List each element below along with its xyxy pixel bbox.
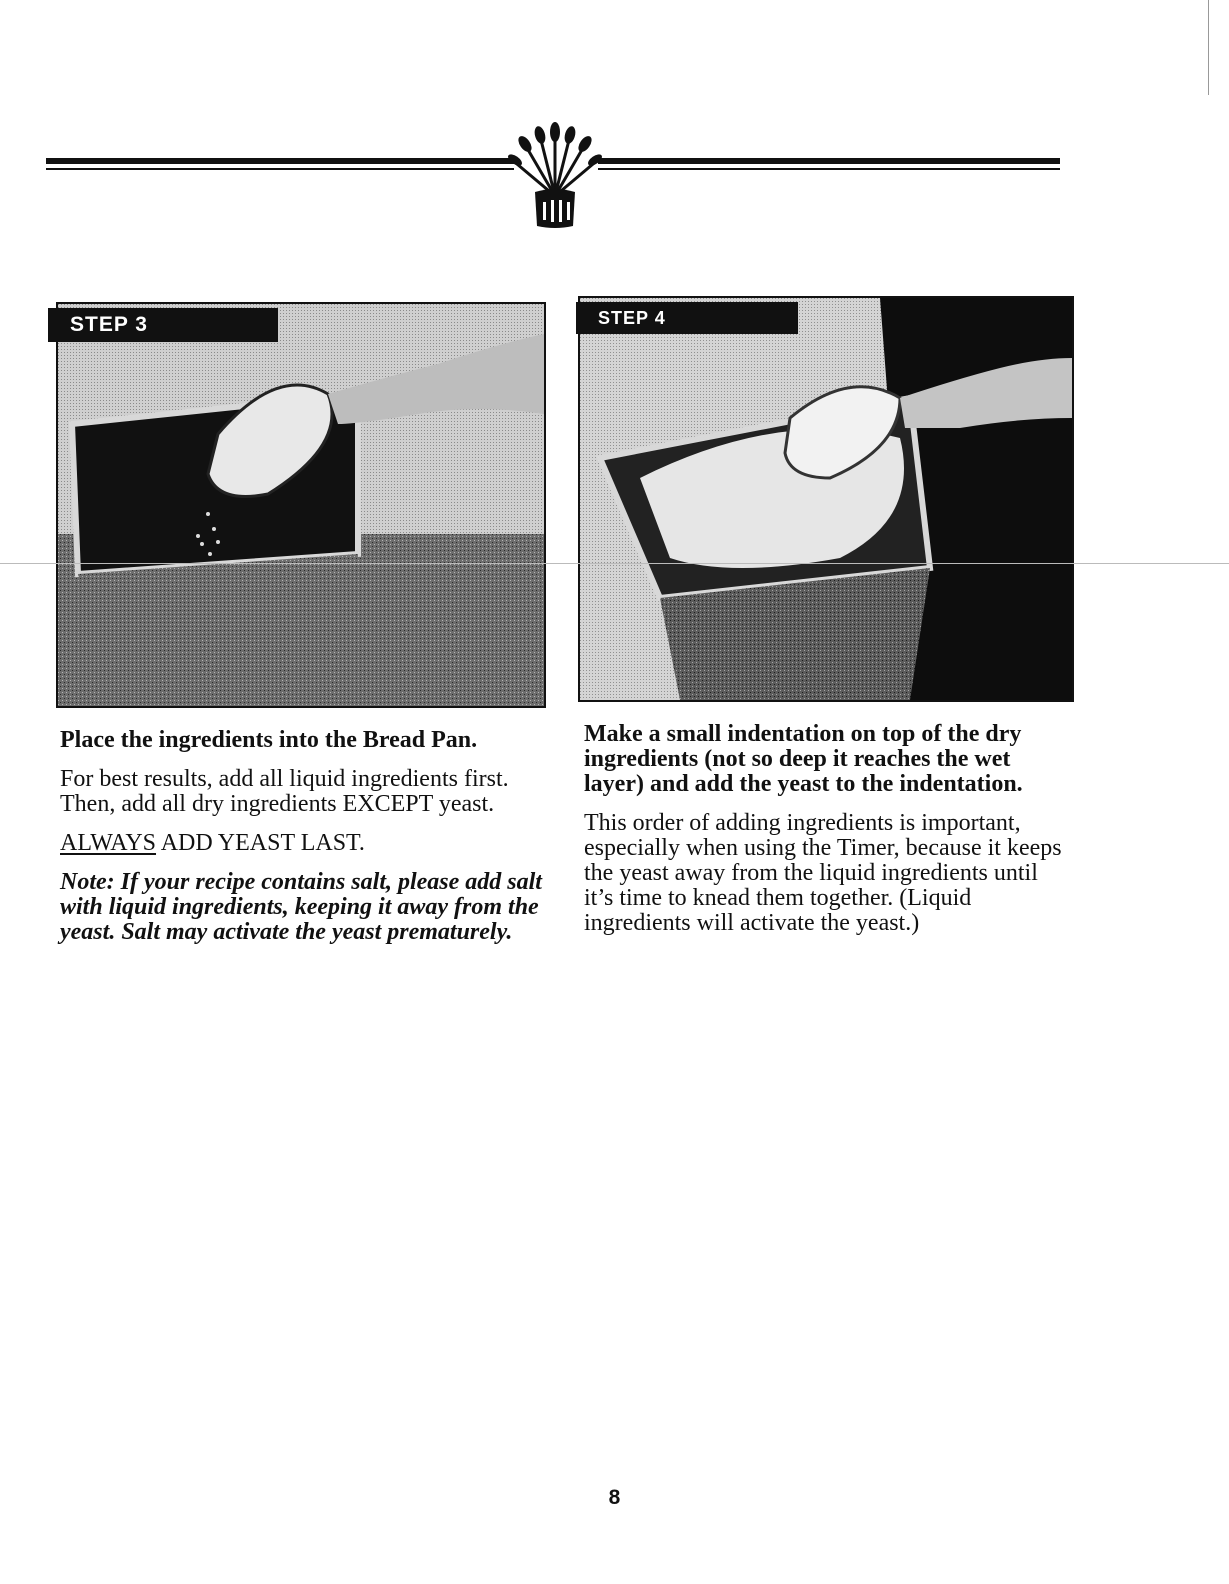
step3-lead: Place the ingredients into the Bread Pan. (60, 727, 478, 753)
step3-always-underlined: ALWAYS (60, 830, 157, 856)
step3-photo (56, 302, 546, 708)
page-number: 8 (608, 1486, 621, 1509)
step4-text-column (584, 722, 1064, 950)
step4-photo (578, 296, 1074, 702)
scoop-making-indentation-in-flour-photo (580, 298, 1072, 700)
step3-note: Note: If your recipe contains salt, please add salt with liquid ingredients, keeping it away from the yeast. Salt may activate the yeast prematurely. (60, 869, 542, 945)
step3-always-rest: ADD YEAST LAST. (156, 830, 365, 856)
step4-tab: STEP 4 (576, 302, 798, 334)
step4-lead: Make a small indentation on top of the dry ingredients (not so deep it reaches the wet layer) and add the yeast to the indentation. (584, 721, 1023, 797)
step3-tab: STEP 3 (48, 308, 278, 342)
hand-pouring-scoop-into-bread-pan-photo (58, 304, 544, 706)
step3-text-column (60, 728, 560, 959)
header-rule-left (46, 158, 514, 174)
header-rule-right (598, 158, 1060, 174)
scan-line (0, 563, 1229, 564)
wheat-bundle-icon (505, 118, 605, 230)
step3-body: For best results, add all liquid ingredients first. Then, add all dry ingredients EXCEPT yeast. (60, 766, 509, 817)
step4-body: This order of adding ingredients is important, especially when using the Timer, because it keeps the yeast away from the liquid ingredients until it’s time to knead them together. (Liquid ingredients will activate the yeast.) (584, 810, 1062, 936)
scan-edge-line (1208, 0, 1209, 95)
step3-always-line (60, 831, 560, 856)
